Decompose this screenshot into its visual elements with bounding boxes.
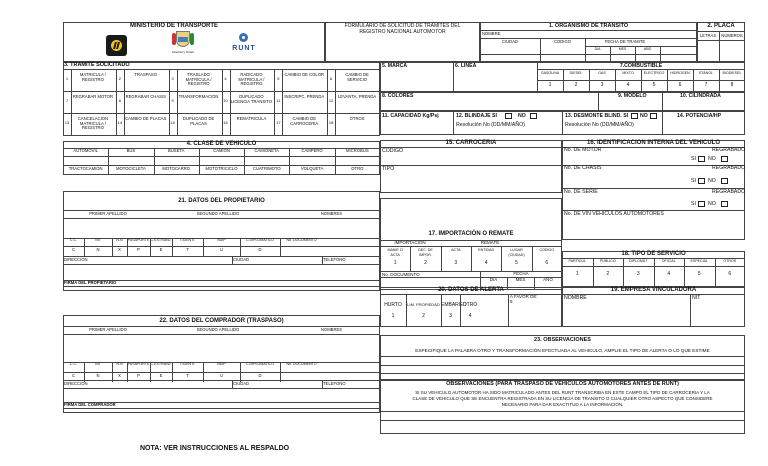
fuel-type-label: GAS <box>598 71 606 75</box>
doc-type-label: C.C. <box>69 362 78 366</box>
doc-type-code[interactable]: X <box>118 247 121 252</box>
doc-type-label: C.DIPLOMATICO <box>245 238 275 242</box>
desmonte-no-checkbox[interactable] <box>650 113 657 119</box>
import-col-label: DEC. DE <box>418 248 433 252</box>
doc-type-label: PASAPORTE <box>127 362 150 366</box>
tramite-option-13[interactable]: CANCELACION MATRICULA / REGISTRO <box>77 116 109 131</box>
doc-type-label: T.IDENTI. <box>179 238 196 242</box>
tramite-number: 1 <box>65 76 69 81</box>
doc-type-code[interactable]: E <box>159 247 163 252</box>
form-title-1: FORMULARIO DE SOLICITUD DE TRAMITES DEL <box>344 23 461 29</box>
cilindrada-field[interactable]: 10. CILINDRADA <box>680 93 721 99</box>
doc-type-code[interactable]: C <box>71 373 76 378</box>
runt-logo: RUNT <box>228 31 260 57</box>
fuel-option[interactable]: 6 <box>678 82 682 88</box>
clase-option[interactable]: CAMPERO <box>301 148 323 153</box>
observaciones-text: ESPECIFIQUE LA PALABRA OTRO Y TRANSFORMACIÓN EFECTUADA AL VEHICULO, AMPLIE EL TIPO DE ALERTA O LO QUE ESTIME <box>415 348 710 353</box>
desmonte-si-checkbox[interactable] <box>631 113 638 119</box>
comprador-title: 22. DATOS DEL COMPRADOR (TRASPASO) <box>159 318 284 324</box>
tramite-option-10[interactable]: DUPLICADO LICENCIA TRANSITO <box>230 94 273 104</box>
clase-title: 4. CLASE DE VEHICULO <box>186 141 257 147</box>
marca-field[interactable]: 5. MARCA <box>382 63 408 69</box>
doc-type-code[interactable]: N <box>96 247 100 252</box>
import-col-label-2: IMPOR. <box>419 253 432 257</box>
import-col-label: ENTIDAD <box>478 248 495 252</box>
clase-option[interactable]: AUTOMOVIL <box>73 148 98 153</box>
placa-title: 2. PLACA <box>707 23 735 29</box>
propietario-title: 21. DATOS DEL PROPIETARIO <box>178 198 265 204</box>
import-option[interactable]: 6 <box>545 260 549 266</box>
import-option[interactable]: 1 <box>393 260 397 266</box>
servicio-option[interactable]: 3 <box>636 271 640 277</box>
tramite-number: 17 <box>276 120 281 125</box>
doc-type-code[interactable]: P <box>137 373 140 378</box>
fuel-option[interactable]: 8 <box>730 82 734 88</box>
import-col-label: ACTA <box>451 248 461 252</box>
doc-type-code[interactable]: U <box>219 373 224 378</box>
clase-option[interactable]: TRACTOCAMION <box>68 166 103 171</box>
servicio-option[interactable]: 2 <box>606 271 610 277</box>
tramite-option-18[interactable]: OTROS <box>349 116 365 121</box>
alerta-type-label: HURTO <box>384 302 402 308</box>
doc-type-label: C.DIPLOMATICO <box>245 362 275 366</box>
clase-option[interactable]: BUSETA <box>167 148 185 153</box>
empresa-nit-field[interactable]: NIT <box>692 295 701 301</box>
fuel-type-label: HIDROGEN <box>670 71 690 75</box>
doc-type-label: T.IDENTI. <box>179 362 196 366</box>
no-documento-field[interactable]: No. DOCUMENTO <box>382 272 420 277</box>
doc-type-code[interactable]: U <box>219 247 224 252</box>
import-option[interactable]: 2 <box>424 260 427 266</box>
motor-regrabado-si-checkbox[interactable] <box>698 156 705 162</box>
serie-regrabado-si-checkbox[interactable] <box>698 201 705 207</box>
doc-type-label: C.EXTRANJ. <box>150 362 172 366</box>
import-option[interactable]: 3 <box>454 260 458 266</box>
alerta-type-label: EMBARGO <box>441 302 467 308</box>
servicio-option[interactable]: 4 <box>667 271 671 277</box>
tramite-number: 4 <box>224 76 227 81</box>
ministry-logo <box>106 35 127 56</box>
doc-type-label: No. DOCUMENTO <box>286 238 317 242</box>
carroceria-codigo-field[interactable]: CODIGO <box>382 148 404 154</box>
tramite-option-12[interactable]: LEVANTA. PRENDA <box>337 94 377 99</box>
doc-type-label: C.EXTRANJ. <box>150 238 172 242</box>
servicio-type-label: ESPECIAL <box>690 259 709 263</box>
doc-type-code[interactable]: C <box>71 247 76 252</box>
doc-type-label: NUIP <box>217 238 226 242</box>
doc-type-code[interactable]: D <box>258 373 262 378</box>
modelo-field[interactable]: 9. MODELO <box>618 93 647 99</box>
no-vin-field[interactable]: No. DE VIN VEHICULOS AUTOMOTORES <box>564 211 664 217</box>
import-col-label-2: ACTA <box>390 253 400 257</box>
blindaje-si-checkbox[interactable] <box>505 113 512 119</box>
tramite-number: 2 <box>118 76 121 81</box>
coat-of-arms-seal: Libertad y Orden <box>170 29 196 57</box>
chasis-regrabado-no-checkbox[interactable] <box>721 178 728 184</box>
potencia-field[interactable]: 14. POTENCIA/HP <box>677 113 722 119</box>
doc-type-code[interactable]: N <box>96 373 100 378</box>
firma-comprador[interactable]: FIRMA DEL COMPRADOR <box>64 402 116 407</box>
doc-type-code[interactable]: X <box>118 373 121 378</box>
tramite-option-3[interactable]: TRASLADO MATRICULA / REGISTRO <box>185 72 212 87</box>
clase-option[interactable]: MOTOTRICICLO <box>205 166 238 171</box>
tramite-option-6[interactable]: CAMBIO DE SERVICIO <box>345 72 369 82</box>
clase-option[interactable]: BUS <box>126 148 136 153</box>
tramite-number: 11 <box>276 98 281 103</box>
fuel-type-label: ELECTRICO <box>643 71 665 75</box>
no-serie-field[interactable]: No. DE SERIE <box>564 189 598 195</box>
motor-regrabado-no-checkbox[interactable] <box>721 156 728 162</box>
doc-type-label: NUIP <box>217 362 226 366</box>
alerta-option[interactable]: 3 <box>449 313 452 319</box>
fuel-option[interactable]: 1 <box>548 82 552 88</box>
fuel-type-label: MIXTO <box>622 71 634 75</box>
doc-type-code[interactable]: T <box>186 373 189 378</box>
servicio-type-label: DIPLOMÁT <box>629 259 648 263</box>
tramite-number: 13 <box>64 120 70 125</box>
firma-propietario[interactable]: FIRMA DEL PROPIETARIO <box>64 280 117 285</box>
fuel-option[interactable]: 4 <box>626 82 630 88</box>
colores-field[interactable]: 8. COLORES <box>382 93 414 99</box>
chasis-regrabado-si-checkbox[interactable] <box>698 178 705 184</box>
doc-type-label: NIT <box>95 362 101 366</box>
obs-traspaso-title: OBSERVACIONES (PARA TRASPASO DE VEHICULOS AUTOMOTORES ANTES DE RUNT) <box>446 381 679 387</box>
alerta-option[interactable]: 2 <box>422 313 425 319</box>
doc-type-label: No. DOCUMENTO <box>286 362 317 366</box>
servicio-option[interactable]: 6 <box>728 271 732 277</box>
alerta-option[interactable]: 1 <box>391 313 395 319</box>
clase-option[interactable]: MICROBUS <box>346 148 369 153</box>
linea-field[interactable]: 6. LINEA <box>455 63 477 69</box>
tramite-number: 10 <box>223 98 228 103</box>
alerta-title: 20. DATOS DE ALERTA <box>438 287 504 293</box>
doc-type-code[interactable]: P <box>137 247 140 252</box>
doc-type-label: C.C. <box>69 238 78 242</box>
servicio-type-label: OFICIAL <box>661 259 676 263</box>
observaciones-title: 23. OBSERVACIONES <box>534 337 591 343</box>
tramite-option-15[interactable]: DUPLICADO DE PLACAS <box>182 116 215 126</box>
doc-type-code[interactable]: E <box>159 373 163 378</box>
ministry-title: MINISTERIO DE TRANSPORTE <box>130 23 219 29</box>
tramite-number: 14 <box>117 120 123 125</box>
combustible-title: 7.COMBUSTIBLE <box>619 63 663 69</box>
carroceria-title: 15. CARROCERIA <box>445 140 497 146</box>
servicio-option[interactable]: 1 <box>575 271 579 277</box>
servicio-option[interactable]: 5 <box>697 271 701 277</box>
tramite-option-14[interactable]: CAMBIO DE PLACAS <box>125 116 167 121</box>
alerta-type-label: OTRO <box>462 302 478 308</box>
blindaje-no-checkbox[interactable] <box>530 113 537 119</box>
import-col-label: MANIF. D <box>387 248 403 252</box>
tramite-title: 3. TRAMITE SOLICITADO <box>64 62 130 68</box>
organismo-title: 1. ORGANISMO DE TRÁNSITO <box>548 23 629 29</box>
servicio-type-label: PUBLICO <box>599 259 616 263</box>
fuel-option[interactable]: 3 <box>600 82 604 88</box>
clase-option[interactable]: CAMIÓN <box>213 148 230 153</box>
empresa-section <box>562 287 745 327</box>
clase-option[interactable]: MOTOCARRO <box>162 166 190 171</box>
doc-type-label: N.N <box>116 362 123 366</box>
tramite-option-5[interactable]: CAMBIO DE COLOR <box>284 72 325 77</box>
doc-type-code[interactable]: T <box>186 247 189 252</box>
form-title-2: REGISTRO NACIONAL AUTOMOTOR <box>359 29 446 35</box>
identificacion-title: 16. IDENTIFICACION INTERNA DEL VEHICULO <box>586 140 720 146</box>
fuel-type-label: GASOLINA <box>540 71 560 75</box>
tramite-option-9[interactable]: TRANSFORMACION <box>178 94 219 99</box>
import-option[interactable]: 4 <box>484 260 488 266</box>
tramite-number: 12 <box>328 98 334 103</box>
importacion-title: 17. IMPORTACIÓN O REMATE <box>428 231 514 237</box>
tramite-option-7[interactable]: REGRABAR MOTOR <box>72 94 113 99</box>
tramite-option-2[interactable]: TRASPASO <box>134 72 157 77</box>
tramite-option-8[interactable]: REGRABAR CHASIS <box>125 94 166 99</box>
tramite-number: 16 <box>223 120 228 125</box>
doc-type-label: PASAPORTE <box>127 238 150 242</box>
doc-type-label: N.N <box>116 238 123 242</box>
import-option[interactable]: 5 <box>515 260 518 266</box>
empresa-nombre-field[interactable]: NOMBRE <box>564 295 587 301</box>
tramite-number: 3 <box>171 76 174 81</box>
fuel-type-label: BIODIESEL <box>722 71 742 75</box>
clase-option[interactable]: CAMIONETA <box>254 148 280 153</box>
fuel-type-label: ETANOL <box>698 71 714 75</box>
nota-instrucciones: NOTA: VER INSTRUCCIONES AL RESPALDO <box>140 445 290 452</box>
fuel-option[interactable]: 7 <box>704 82 708 88</box>
tramite-option-17[interactable]: CAMBIO DE CARROCERIA <box>290 116 319 126</box>
capacidad-field[interactable]: 11. CAPACIDAD Kg/Psj <box>382 113 439 119</box>
no-chasis-field[interactable]: No. DE CHASIS <box>564 165 602 171</box>
tramite-number: 15 <box>170 120 175 125</box>
carroceria-tipo-field[interactable]: TIPO <box>382 166 395 172</box>
no-motor-field[interactable]: No. DE MOTOR <box>564 147 602 153</box>
clase-option[interactable]: OTRO <box>351 166 364 171</box>
serie-regrabado-no-checkbox[interactable] <box>721 201 728 207</box>
alerta-type-label: LIM. PROPIEDAD <box>407 302 440 307</box>
clase-option[interactable]: VOLQUETA <box>300 166 324 171</box>
clase-option[interactable]: CUATRIMOTO <box>252 166 281 171</box>
tramite-number: 18 <box>328 120 334 125</box>
servicio-type-label: OTROS <box>723 259 737 263</box>
doc-type-code[interactable]: D <box>258 247 262 252</box>
doc-type-label: NIT <box>95 238 101 242</box>
tramite-option-4[interactable]: RADICADO MATRICULA / REGISTRO <box>238 72 265 87</box>
servicio-title: 18. TIPO DE SERVICIO <box>621 251 686 257</box>
servicio-type-label: PARTICUL <box>568 259 586 263</box>
fuel-option[interactable]: 5 <box>652 82 656 88</box>
empresa-title: 19. EMPRESA VINCULADORA <box>610 287 697 293</box>
tramite-number: 9 <box>171 98 174 103</box>
tramite-number: 6 <box>330 76 333 81</box>
fuel-option[interactable]: 2 <box>574 82 578 88</box>
import-col-label: LUGAR <box>510 248 523 252</box>
tramite-number: 5 <box>277 76 280 81</box>
tramite-number: 8 <box>118 98 121 103</box>
tramite-option-1[interactable]: MATRICULA / REGISTRO <box>79 72 106 82</box>
clase-option[interactable]: MOTOCICLETA <box>115 166 146 171</box>
alerta-option[interactable]: 4 <box>468 313 472 319</box>
import-col-label: CODIGO <box>539 248 555 252</box>
tramite-option-16[interactable]: REMATRICULA <box>236 116 267 121</box>
tramite-option-11[interactable]: INSCRIPC. PRENDA <box>284 94 325 99</box>
fuel-type-label: DIESEL <box>569 71 583 75</box>
import-col-label-2: (CIUDAD) <box>508 253 525 257</box>
tramite-number: 7 <box>65 98 69 103</box>
